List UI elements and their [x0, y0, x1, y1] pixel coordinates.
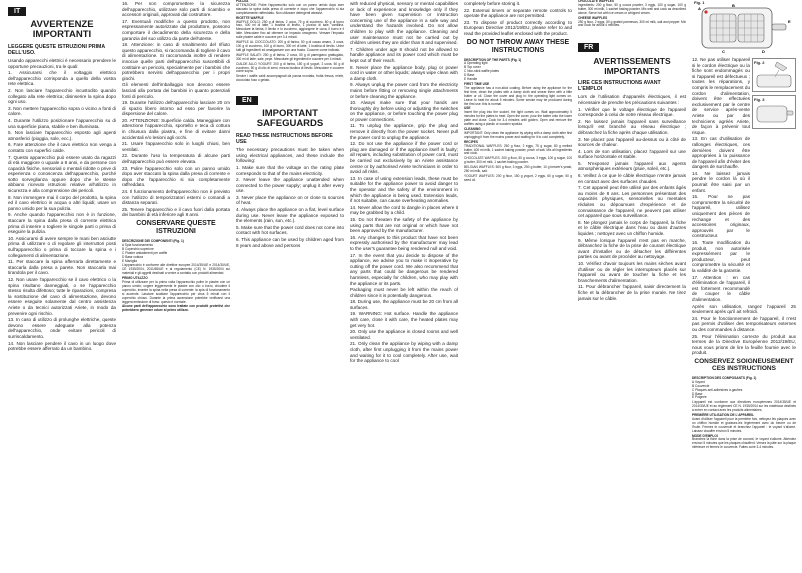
recipes-title: RICETTE WAFFLE: [236, 15, 264, 20]
first-use-text: Avant d'utiliser l'appareil pour la première fois, nettoyez les plaques avec un chiffon humide et graissez-les légèrement avec du beurre ou de l'huile. Fermez le couvercle et branchez l'appareil : le voyant s'allume. Laissez chauffer environ 5 minutes.: [692, 416, 796, 433]
title-line-2: IMPORTANTI: [32, 29, 92, 40]
list-item: 19. Durante l'utilizzo dell'apparecchio lasciare 20 cm di spazio libero intorno ad esso per favorire la dispersione del calore.: [122, 100, 230, 117]
mode-text: Branchez la fiche dans la prise de courant, le voyant s'allume. Attendez environ 5 minutes que les plaques chauffent. Versez la pâte sur la plaque inférieure et fermez le couvercle. Faites cuire 3-4 minutes.: [692, 437, 796, 450]
notes-title: CHOCOLATE WAFFLES: [578, 0, 615, 3]
intro: The necessary precautions must be taken when using electrical appliances, and these include the following:: [236, 147, 344, 164]
heading: LEGGERE QUESTE ISTRUZIONI PRIMA DELL'USO.: [8, 44, 105, 56]
item-list: [578, 107, 686, 302]
section-title-en: [236, 109, 344, 129]
list-item: 10. Always make sure that your hands are thoroughly dry before using or adjusting the switches on the appliance, or before touching the power plug or power connections.: [350, 100, 458, 122]
part-label-d: D: [762, 49, 765, 54]
list-item: Après son utilisation, rangez l'appareil 25 seulement après qu'il ait refroidi.: [692, 303, 796, 315]
notes: L'apparecchio è conforme alle direttive europee 2014/35/UE e 2014/30/UE, CE 1935/2004, 2011/65/UE e al regolamento (CE) N. 1935/2004 sui materiali e gli oggetti destinati a venire a contatto con prodotti alimentari.: [122, 263, 230, 276]
list-item: 9. Même lorsque l'appareil n'est pas en marche, débranchez la fiche de la prise de courant électrique avant d'installer ou de détacher les différentes parties ou avant de procéder au nettoyage.: [578, 237, 686, 260]
list-item: 14. Ne laissez jamais pendre le cordon là où il pourrait être saisi par un enfant.: [692, 170, 750, 193]
list-item: 24. Pour le fonctionnement de l'appareil, il n'est pas permis d'utiliser des temporisateurs externes ou des commandes à distance.: [692, 315, 796, 332]
list-item: 25. Tenere l'apparecchio e il cavo fuori dalla portata dei bambini di età inferiore agli 8 anni.: [122, 206, 230, 218]
list-item: 8. Non immergere mai il corpo del prodotto, la spina ed il cavo elettrico in acqua o altri liquidi; usare un panno umido per la sua pulizia.: [8, 194, 116, 211]
figure-3: [752, 95, 796, 129]
list-item: E Maniglia: [122, 258, 137, 263]
list-item: Packaging must never be left within the reach of children since it is potentially dangerous.: [350, 287, 458, 298]
first-use-text: The appliance has a non-stick coating. Before using the appliance for the first time, clean the plates with a damp cloth and smear them with a little butter or oil. Close the cover and plug in: the operating light comes on. Leave to heat for about 5 minutes. Some smoke may be produced during the first use: this is normal.: [464, 85, 572, 106]
list-item: 1. Assicurarsi che il voltaggio elettrico dell'apparecchio corrisponda a quello della vostra rete elettrica.: [8, 70, 116, 87]
list-item: 13. In case of using extension leads, these must be suitable for the appliance power to avoid danger to the operator and the safety of the environment in which the appliance is being used. Extension leads, if not suitable, can cause overheating anomalies.: [350, 175, 458, 204]
fig1-label: Fig. 1: [694, 0, 705, 5]
list-item: 19. WARNING: Hot surface. Handle the appliance with care, close it with care, the heated plates may get very hot.: [350, 311, 458, 328]
list-item: 11. Per staccare la spina afferrarla direttamente e staccarla dalla presa a parete. Non staccarla mai tirandola per il cavo.: [8, 259, 116, 276]
list-item: 13. En cas d'utilisation de rallonges électriques, ces dernières doivent être appropriées à la puissance de l'appareil afin d'éviter des dangers de surchauffe.: [692, 136, 750, 170]
list-item: completely before storing it.: [464, 1, 521, 6]
figure-2: [752, 58, 796, 92]
waffle-maker-illustration: [692, 0, 796, 56]
list-item: 13. In caso di utilizzo di prolunghe elettriche, queste devono essere adeguate alla potenza dell'apparecchio, onde evitare pericoli di surriscaldamento.: [8, 317, 116, 339]
list-item: 1. Vérifier que le voltage électrique de l'appareil corresponde à celui de votre réseau électrique.: [578, 106, 686, 118]
list-item: 22. Durante l'uso la temperatura di alcune parti dell'apparecchio può essere elevata.: [122, 153, 230, 165]
list-item: 5. Non lasciare l'apparecchio esposto agli agenti atmosferici (pioggia, sole, ecc.).: [8, 130, 116, 141]
list-item: 4. Always place the appliance on a flat, level surface during use. Never leave the appliance exposed to the elements (rain, sun, etc.).: [236, 207, 344, 224]
handle: [772, 24, 786, 30]
list-item: 14. Non lasciare pendere il cavo in un luogo dove potrebbe essere afferrato da un bambino.: [8, 340, 116, 352]
first-use-title: FIRST TIME USE: [464, 82, 490, 86]
list-item: 22. External timers or separate remote controls to operate the appliance are not permitted.: [464, 7, 572, 19]
recipe-3: BELGIAN WAFFLES: 500 g flour, 3 eggs, 250 g butter, 10 g brewer's yeast, 250 ml milk, salt.: [464, 165, 572, 174]
item-list: [236, 165, 344, 248]
language-tag-fr: FR: [578, 43, 599, 52]
list-item: 11. To unplug the appliance, grip the plug and remove it directly from the power socket. Never pull the power cord to unplug the appliance.: [350, 123, 458, 140]
cleaning-text: ATTENZIONE: Pulire l'apparecchio solo con un panno umido dopo aver staccato la spina dalla presa di corrente e dopo che l'apparecchio si sia completamente raffreddato. Non utilizzare detergenti abrasivi.: [236, 2, 344, 15]
section-title-fr: [578, 56, 686, 76]
list-item: 2. Never leave the appliance unattended when connected to the power supply; unplug it after every use.: [236, 177, 344, 194]
column-5: [464, 0, 572, 183]
list-item: 8. Ne plongez jamais le corps de l'appareil, la fiche et le câble électrique dans l'eau ou dans d'autres liquides ; nettoyez avec un chiffon humide.: [578, 219, 686, 236]
parts-list: [122, 244, 230, 264]
list-item: 6. Fare attenzione che il cavo elettrico non venga a contatto con superfici calde.: [8, 142, 116, 153]
intro: Lors de l'utilisation d'appareils électriques, il est nécessaire de prendre les précautions suivantes :: [578, 94, 686, 105]
item-list: [122, 1, 230, 218]
first-use-text: Prima di utilizzare per la prima volta l'apparecchio pulire le piastre con un panno umido; ungere leggermente le piastre con olio o burro, chiudere il coperchio, inserire la spina nella presa di corrente: la spia di funzionamento si accende. Lasciare scaldare l'apparecchio per circa 5 minuti con il coperchio chiuso. Durante la prima accensione potrebbe verificarsi una leggera emissione di fumo: questo è normale.: [122, 280, 230, 304]
list-item: 15. Pour ne pas compromettre la sécurité de l'appareil, utilisez uniquement des pièces de rechange et des accessoires originaux, approuvés par le constructeur.: [692, 194, 750, 239]
list-item: 9. Anche quando l'apparecchio non è in funzione, staccare la spina dalla presa di corrente elettrica prima di inserire o togliere le singole parti o prima di eseguire la pulizia.: [8, 212, 116, 235]
column-4: [350, 0, 458, 364]
list-item: C Piastre antiaderenti per waffle: [122, 250, 168, 255]
fig-heading: DESCRIZIONE DEI COMPONENTI (Fig. 1): [122, 238, 184, 243]
recipe-5: Servire i waffle caldi accompagnati da panna montata, frutta fresca, miele, cioccolato fuso o gelato.: [236, 74, 344, 83]
part-label-a: A: [698, 6, 701, 11]
list-item: 17. In the event that you decide to dispose of the appliance, we advise you to make it inoperative by cutting off the power cord. We also recommend that any parts that could be dangerous be rendered harmless, especially for children, who may play with the appliance or its parts.: [350, 252, 458, 286]
list-item: 1. Make sure that the voltage on the rating plate corresponds to that of the mains electricity.: [236, 164, 344, 176]
use-text: Insert the plug into the socket, the light comes on. Wait approximately 5 minutes for the plates to heat. Open the cover, pour the batter onto the lower plate and close. Cook for 3-4 minutes until golden. Open and remove the waffles using a plastic or wooden spatula.: [464, 110, 572, 127]
heading: LIRE CES INSTRUCTIONS AVANT L'EMPLOI: [578, 80, 661, 93]
list-item: C Plaques anti-adhésives à gaufres: [692, 387, 743, 392]
list-item: 23. To dispose of product correctly according to European Directive 2012/19/EU, please refer to and read the provided leaflet enclosed with the product.: [464, 19, 572, 36]
title-line-1: IMPORTANT: [262, 108, 318, 120]
list-item: 15. Do not threaten the safety of the appliance by using parts that are not original or which have not been approved by the manufacturer.: [350, 216, 458, 234]
cheese-title: CHEESE WAFFLES: [578, 15, 608, 20]
list-item: 10. Vérifiez d'avoir toujours les mains sèches avant d'utiliser ou de régler les interrupteurs placés sur l'appareil ou avant de toucher la fiche et les branchements d'alimentation.: [578, 260, 686, 283]
list-item: 14. Never allow the cord to dangle in places where it may be grabbed by a child.: [350, 204, 458, 216]
list-item: 5. Make sure that the power cord does not come into contact with hot surfaces.: [236, 224, 344, 236]
fig3-label: Fig. 3: [754, 97, 765, 102]
column-7: [692, 0, 796, 573]
title-line-2: SAFEGUARDS: [256, 118, 324, 130]
list-item: D Base: [464, 73, 475, 78]
cleaning-title: CLEANING: [464, 126, 481, 131]
intro: Usando apparecchi elettrici è necessario prendere le opportune precauzioni, tra le quali:: [8, 58, 116, 69]
list-item: 8. Never place the appliance body, plug or power cord in water or other liquids; always wipe clean with a damp cloth.: [350, 64, 458, 81]
item-list: [464, 1, 572, 37]
column-2: [122, 0, 230, 313]
list-item: 12. Ne pas utiliser l'appareil si le cordon électrique ou la fiche sont endommagés ou si l'appareil est défectueux ; toutes les réparations, y compris le remplacement du cordon d'alimentation, doivent être effectuées exclusivement par le centre de service après-vente Ariete ou par des techniciens agréés Ariete, de façon à prévenir tout risque.: [692, 57, 750, 135]
list-item: 24. Il funzionamento dell'apparecchio non è previsto con l'utilizzo di temporizzatori esterni o comandi a distanza separati.: [122, 189, 230, 206]
notes-text: Ingredients: 200 g flour, 50 g cocoa powder, 3 eggs, 100 g sugar, 100 g butter, 300 ml milk, 1 sachet baking powder. Mix well and cook as described above. Serve hot with ice cream or whipped cream.: [578, 2, 686, 15]
list-item: 16. Toute modification du produit, non autorisée expressément par le producteur, peut compromettre la sécurité et la validité de la garantie.: [692, 240, 750, 273]
keep-instructions-title: CONSERVARE QUESTE ISTRUZIONI: [136, 219, 216, 235]
list-item: A Spia funzionamento: [122, 242, 154, 247]
list-item: Gli elementi dell'imballaggio non devono essere lasciati alla portata dei bambini in quanto potenziali fonti di pericolo.: [122, 82, 230, 99]
list-item: 6. This appliance can be used by children aged from 8 years and above and persons: [236, 237, 344, 248]
figures-2-3: [752, 56, 796, 129]
list-item: 17. Eventuali modifiche a questo prodotto, non espressamente autorizzate dal produttore, possono comportare il decadimento della sicurezza e della garanzia del suo utilizzo da parte dell'utente.: [122, 18, 230, 41]
list-item: B Top cover: [464, 65, 481, 70]
first-use-title: PRIMO UTILIZZO: [122, 276, 148, 281]
recipe-3: WAFFLE SALATI: 250 g di farina, 2 uova, 50 g di parmigiano grattugiato, 300 ml di latte, sale, pepe. Mescolare gli ingredienti e cuocere per 4 minuti.: [236, 52, 344, 61]
list-item: 4. Lors de son utilisation, placez l'appareil sur une surface horizontale et stable.: [578, 148, 686, 160]
list-item: 3. Ne placez pas l'appareil au-dessus ou à côté de sources de chaleur.: [578, 136, 686, 148]
column-6: [578, 0, 686, 301]
cleaning-title: PULIZIA: [236, 0, 249, 3]
list-item: B Couvercle: [692, 383, 710, 388]
list-item: 4. Durante l'utilizzo posizionare l'apparecchio su di una superficie piana, stabile e ben illuminata.: [8, 117, 116, 129]
figure-1: [692, 0, 796, 56]
list-item: 23. Pulire l'apparecchio solo con un panno umido dopo aver staccato la spina dalla presa di corrente e dopo che l'apparecchio si sia completamente raffreddato.: [122, 165, 230, 188]
keep-instructions-title: CONSERVEZ SOIGNEUSEMENT CES INSTRUCTIONS: [694, 357, 794, 373]
list-item: D Base: [692, 391, 703, 396]
recipe-2: CHOCOLATE WAFFLES: 200 g flour, 50 g cocoa, 3 eggs, 100 g sugar, 100 g butter, 300 ml milk, 1 sachet baking powder.: [464, 156, 572, 165]
use-title: USE: [464, 106, 471, 111]
parts-list: [464, 62, 572, 82]
list-item: E Poignée: [692, 395, 707, 400]
part-label-b: B: [732, 3, 735, 8]
footer-note: Alcune parti dell'apparecchio sono trattate con prodotti protettivi che potrebbero generare odore al primo utilizzo.: [122, 304, 230, 313]
list-item: 2. Non lasciare l'apparecchio incustodito quando collegato alla rete elettrica; disinserire la spina dopo ogni uso.: [8, 87, 116, 105]
heading: READ THESE INSTRUCTIONS BEFORE USE: [236, 133, 333, 146]
list-item: 16. Any changes to this product that have not been expressly authorised by the manufacturer may lead to the user's guarantee being rendered null and void.: [350, 234, 458, 251]
list-item: 10. Assicurarsi di avere sempre le mani ben asciutte prima di utilizzare o di regolare gli interruttori posti sull'apparecchio o prima di toccare la spina e i collegamenti di alimentazione.: [8, 235, 116, 258]
parts-title: DESCRIPTION OF THE PARTS (Fig. 1): [464, 57, 522, 62]
list-item: D Base cottura: [122, 254, 144, 259]
list-item: 11. Pour débrancher l'appareil, saisir directement la fiche et la débrancher de la prise murale. Ne tirez jamais sur le câble.: [578, 284, 686, 301]
operating-light: [704, 10, 707, 13]
notes: L'appareil est conforme aux directives européennes 2014/35/UE et 2014/30/UE et au règlement CE N. 1935/2004 sur les matériaux destinés à entrer en contact avec les produits alimentaires.: [692, 400, 796, 413]
list-item: 21. Only clean the appliance by wiping with a damp cloth, after first unplugging it from the mains power and waiting for it to cool completely. After use, wait for the appliance to cool: [350, 341, 458, 364]
recipe-2: WAFFLE AL CIOCCOLATO: 200 g di farina, 50 g di cacao amaro, 3 uova, 100 g di zucchero, 100 g di burro, 300 ml di latte, 1 bustina di lievito. Unire tutti gli ingredienti ed amalgamare con una frusta. Cuocere come indicato.: [236, 40, 344, 52]
list-item: 20. Only use the appliance in closed rooms and well ventilated.: [350, 329, 458, 340]
list-item: 6. Veillez à ce que le câble électrique n'entre jamais en contact avec des surfaces chaudes.: [578, 173, 686, 184]
part-label-e: E: [788, 19, 791, 24]
recipe-1: TRADITIONAL WAFFLES: 250 g flour, 2 eggs, 75 g sugar, 80 g melted butter, 400 ml milk, 1 sachet baking powder, pinch of salt. Mix all ingredients and cook.: [464, 143, 572, 156]
column-1: [8, 0, 116, 352]
list-item: 18. Attenzione: in caso di smaltimento del rifiuto questo apparecchio, si raccomanda di togliere il cavo di alimentazione. Si raccomanda inoltre di rendere innocue quelle parti dell'apparecchio suscettibili di costituire un pericolo, specialmente per i bambini che potrebbero servirsi dell'apparecchio per i propri giochi.: [122, 42, 230, 81]
list-item: C Non-stick waffle plates: [464, 69, 500, 74]
list-item: 16. Per non compromettere la sicurezza dell'apparecchio, utilizzare solo parti di ricambio e accessori originali, approvati dal costruttore.: [122, 1, 230, 18]
first-use-title: PREMIÈRE UTILISATION DE L'APPAREIL: [692, 413, 755, 418]
recipe-4: CIALDE ALLO YOGURT: 200 g di farina, 150 g di yogurt, 2 uova, 60 g di zucchero, 50 g di olio di semi, mezza bustina di lievito. Mescolare e cuocere come sopra.: [236, 61, 344, 74]
section-title-it: [8, 20, 116, 40]
mode-title: MODE D'EMPLOI: [692, 433, 718, 438]
part-label-c: C: [722, 49, 725, 54]
cheese-text: 250 g flour, 2 eggs, 50 g grated parmesan, 300 ml milk, salt and pepper. Mix and cook for about 4 minutes.: [578, 19, 686, 28]
keep-instructions-title: DO NOT THROW AWAY THESE INSTRUCTIONS: [466, 38, 570, 54]
item-list-2: [692, 304, 796, 356]
title-line-2: IMPORTANTS: [604, 66, 660, 77]
list-item: B Coperchio superiore: [122, 246, 154, 251]
recipes-title: RECIPES: [464, 139, 478, 144]
recipe-4: YOGURT WAFFLES: 200 g flour, 150 g yogurt, 2 eggs, 60 g sugar, 50 g seed oil.: [464, 173, 572, 182]
list-item: A Voyant: [692, 379, 705, 384]
list-item: 3. Never place the appliance on or close to sources of heat.: [236, 194, 344, 206]
item-list: [692, 56, 750, 303]
language-tag-en: EN: [236, 96, 258, 105]
list-item: 3. Non mettere l'apparecchio sopra o vicino a fonti di calore.: [8, 105, 116, 117]
parts-title: DESCRIPTION DES COMPOSANTS (Fig. 1): [692, 375, 757, 380]
list-item: with reduced physical, sensory or mental capabilities or lack of experience and knowledge only if they have been given supervision or instruction concerning use of the appliance in a safe way and understand the hazards involved. Do not allow children to play with the appliance. Cleaning and user maintenance must not be carried out by children unless they are older than 8 and supervised.: [350, 1, 458, 46]
item-list: [350, 1, 458, 364]
list-item: 7. Children under age 8 should not be allowed to handle appliance and its power cord which must be kept out of their reach.: [350, 46, 458, 63]
column-3: [236, 0, 344, 248]
list-item: A Operating light: [464, 61, 488, 66]
title-line-1: AVVERTENZE: [30, 19, 94, 30]
list-item: 5. N'exposez jamais l'appareil aux agents atmosphériques extérieurs (pluie, soleil, etc.).: [578, 160, 686, 172]
item-list: [8, 70, 116, 352]
language-tag-it: IT: [8, 7, 26, 16]
list-item: 20. ATTENZIONE: Superficie calda. Maneggiare con attenzione l'apparecchio, sportello e teca di cottura in chiusura dalla piastra, e fine di evitare danni accidentali e/o lesioni agli occhi.: [122, 117, 230, 140]
list-item: 7. Cet appareil peut être utilisé par des enfants âgés au moins de 8 ans. Les personnes présentant des capacités physiques, sensorielles ou mentales réduites ou dépourvues d'expérience et de connaissance de l'appareil, ne peuvent pas utiliser cet appareil que sous surveillance.: [578, 185, 686, 219]
fig2-label: Fig. 2: [754, 60, 765, 65]
list-item: 17. Attention : en cas d'élimination de l'appareil, il est fortement recommandé de couper le câble d'alimentation.: [692, 274, 750, 302]
list-item: 12. Non usare l'apparecchio se il cavo elettrico o la spina risultano danneggiati, o se l'apparecchio stesso risulta difettoso; tutte le riparazioni, compresa la sostituzione del cavo di alimentazione, devono essere eseguite solamente dal centro assistenza Ariete o da tecnici autorizzati Ariete, in modo da prevenire ogni rischio.: [8, 276, 116, 316]
list-item: E Handle: [464, 77, 478, 82]
list-item: 18. During use, the appliance must be 20 cm from all surfaces.: [350, 299, 458, 310]
list-item: 9. Always unplug the power cord from the electricity mains before fitting or removing single attachments or before cleaning the appliance.: [350, 82, 458, 99]
title-line-1: AVERTISSEMENTS: [593, 56, 671, 67]
parts-list: [692, 381, 796, 401]
cleaning-text: IMPORTANT: Only clean the appliance by wiping with a damp cloth after first unplugging it from the mains power and waiting for it to cool completely.: [464, 130, 572, 139]
list-item: 12. Do not use the appliance if the power cord or plug are damaged or if the appliance itself is faulty; all repairs, including substitution of power cord, must be carried out exclusively by an Ariete assistance centre or by authorised Ariete technicians in order to avoid all risks.: [350, 141, 458, 175]
list-item: 2. Ne laissez jamais l'appareil sans surveillance lorsqu'il est branché au réseau électrique ; débranchez la fiche après chaque utilisation.: [578, 118, 686, 135]
list-item: 21. Usare l'apparecchio solo in luoghi chiusi, ben ventilati.: [122, 141, 230, 152]
recipe-1: WAFFLE DOLCI: 250 g di farina, 2 uova, 75 g di zucchero, 80 g di burro fuso, 400 ml di latte, 1 bustina di lievito, 1 pizzico di sale, vanillina. Mescolare la farina, il lievito e lo zucchero, aggiungere le uova, il burro e il latte. Mescolare fino ad ottenere un impasto omogeneo. Versare l'impasto sulle piastre calde e cuocere per 3-4 minuti.: [236, 19, 344, 40]
list-item: 7. Questo apparecchio può essere usato da ragazzi di età maggiore o uguale a 8 anni, e da persone con capacità fisiche, sensoriali o mentali ridotte o prive di esperienza o conoscenza dell'apparecchio, purché sotto sorveglianza oppure dopo che le stesse abbiano ricevuto istruzioni relative all'utilizzo in sicurezza e alla comprensione dei pericoli.: [8, 154, 116, 194]
list-item: 25. Pour l'élimination correcte du produit aux termes de la Directive Européenne 2012/19/EU, nous vous prions de lire la feuille fournie avec le produit.: [692, 333, 796, 356]
